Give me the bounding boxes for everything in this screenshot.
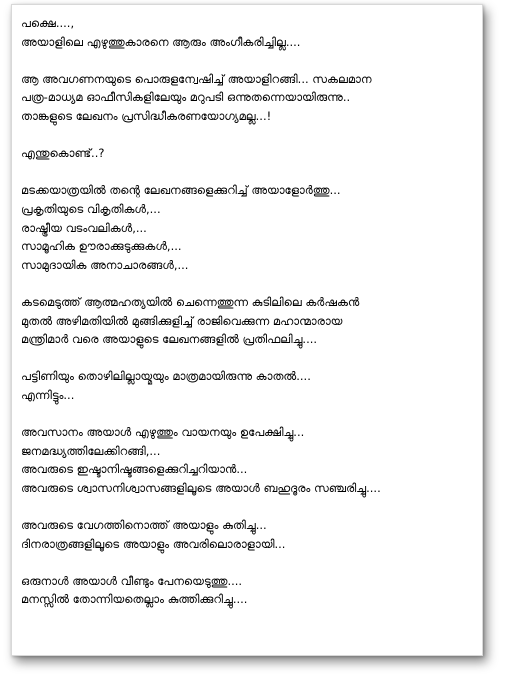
poem-line: അവരുടെ ശ്വാസനിശ്വാസങ്ങളിലൂടെ അയാൾ ബഹുദൂരം സഞ്ചരിച്ചു....: [21, 480, 381, 495]
poem-text: [21, 14, 479, 609]
poem-line: അവരുടെ ഇഷ്ടാനിഷ്ടങ്ങളെക്കുറിച്ചറിയാൻ...: [21, 462, 248, 477]
poem-line: ഒരുനാൾ അയാൾ വീണ്ടും പേനയെടുത്തു....: [21, 573, 243, 588]
poem-line: പട്ടിണിയും തൊഴിലില്ലായ്മയും മാത്രമായിരുന്നു കാതൽ....: [21, 369, 311, 384]
stanza-gap: [21, 497, 479, 516]
poem-line: പത്ര-മാധ്യമ ഓഫീസികളിലേയും മറുപടി ഒന്നുതന്നെയായിരുന്നു..: [21, 90, 351, 105]
stanza-gap: [21, 349, 479, 368]
stanza-gap: [21, 126, 479, 145]
poem-line: ദിനരാത്രങ്ങളിലൂടെ അയാളും അവരിലൊരാളായി...: [21, 536, 286, 551]
poem-line: സാമുദായിക അനാചാരങ്ങൾ,...: [21, 257, 189, 272]
poem-line: സാമൂഹിക ഊരാക്കുടുക്കുകൾ,...: [21, 239, 182, 254]
poem-line: ആ അവഗണനയുടെ പൊരുളന്വേഷിച്ച് അയാളിറങ്ങി... സകലമാന: [21, 71, 372, 86]
stanza-gap: [21, 553, 479, 572]
poem-line: അവസാനം അയാൾ എഴുത്തും വായനയും ഉപേക്ഷിച്ചു...: [21, 425, 305, 440]
poem-line: അയാളിലെ എഴുത്തുകാരനെ ആരും അംഗീകരിച്ചില്ല....: [21, 34, 301, 49]
poem-line: എന്നിട്ടും...: [21, 387, 75, 402]
poem-line: ജനമദ്ധ്യത്തിലേക്കിറങ്ങി,...: [21, 443, 161, 458]
poem-line: പ്രകൃതിയുടെ വികൃതികൾ,...: [21, 201, 161, 216]
poem-line: പക്ഷെ....,: [21, 16, 75, 30]
stanza-gap: [21, 51, 479, 70]
stanza-gap: [21, 274, 479, 293]
poem-line: മന്ത്രിമാർ വരെ അയാളുടെ ലേഖനങ്ങളിൽ പ്രതിഫലിച്ചു....: [21, 332, 318, 347]
poem-line: മടക്കയാത്രയിൽ തന്റെ ലേഖനങ്ങളെക്കുറിച്ച് അയാളോർത്തു...: [21, 183, 341, 198]
stanza-gap: [21, 163, 479, 182]
poem-line: മുതൽ അഴിമതിയിൽ മുങ്ങിക്കുളിച്ച് രാജിവെക്കുന്ന മഹാന്മാരായ: [21, 313, 343, 328]
document-page: [11, 4, 483, 656]
poem-line: അവരുടെ വേഗത്തിനൊത്ത് അയാളും കുതിച്ചു...: [21, 518, 267, 533]
poem-line: മനസ്സിൽ തോന്നിയതെല്ലാം കുത്തിക്കുറിച്ചു....: [21, 592, 248, 607]
poem-line: താങ്കളുടെ ലേഖനം പ്രസിദ്ധീകരണയോഗ്യമല്ല...!: [21, 108, 272, 123]
stanza-gap: [21, 404, 479, 423]
poem-line: എന്തുകൊണ്ട്..?: [21, 146, 105, 161]
poem-line: രാഷ്ട്രീയ വടംവലികൾ,...: [21, 220, 147, 235]
poem-line: കടമെടുത്ത് ആത്മഹത്യയിൽ ചെന്നെത്തുന്ന കുടിലിലെ കർഷകൻ: [21, 294, 360, 309]
